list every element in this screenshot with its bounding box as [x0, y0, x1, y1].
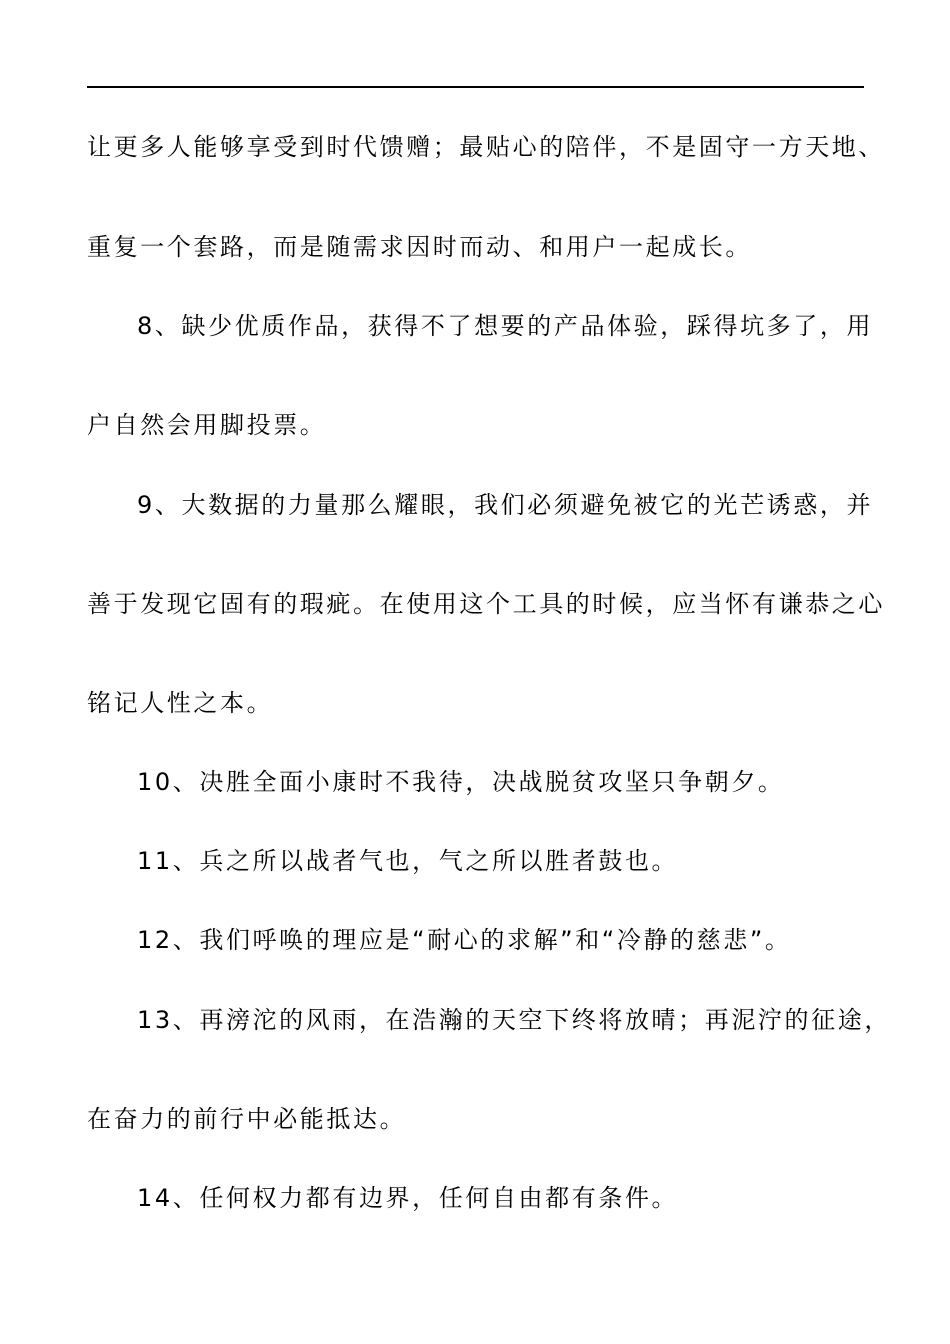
list-item-8: 8、缺少优质作品，获得不了想要的产品体验，踩得坑多了，用 [137, 312, 874, 340]
text-line: 户自然会用脚投票。 [87, 411, 327, 439]
text-line: 让更多人能够享受到时代馈赠；最贴心的陪伴，不是固守一方天地、 [87, 133, 885, 161]
header-rule [87, 86, 864, 88]
text-line: 在奋力的前行中必能抵达。 [87, 1105, 407, 1133]
list-item-10: 10、决胜全面小康时不我待，决战脱贫攻坚只争朝夕。 [137, 768, 785, 796]
list-item-13: 13、再滂沱的风雨，在浩瀚的天空下终将放晴；再泥泞的征途， [137, 1006, 891, 1034]
list-item-14: 14、任何权力都有边界，任何自由都有条件。 [137, 1184, 679, 1212]
text-line: 铭记人性之本。 [87, 689, 274, 717]
list-item-12: 12、我们呼唤的理应是“耐心的求解”和“冷静的慈悲”。 [137, 926, 792, 954]
list-item-9: 9、大数据的力量那么耀眼，我们必须避免被它的光芒诱惑，并 [137, 491, 874, 519]
text-line: 重复一个套路，而是随需求因时而动、和用户一起成长。 [87, 233, 752, 261]
list-item-11: 11、兵之所以战者气也，气之所以胜者鼓也。 [137, 847, 679, 875]
text-line: 善于发现它固有的瑕疵。在使用这个工具的时候，应当怀有谦恭之心 [87, 590, 885, 618]
